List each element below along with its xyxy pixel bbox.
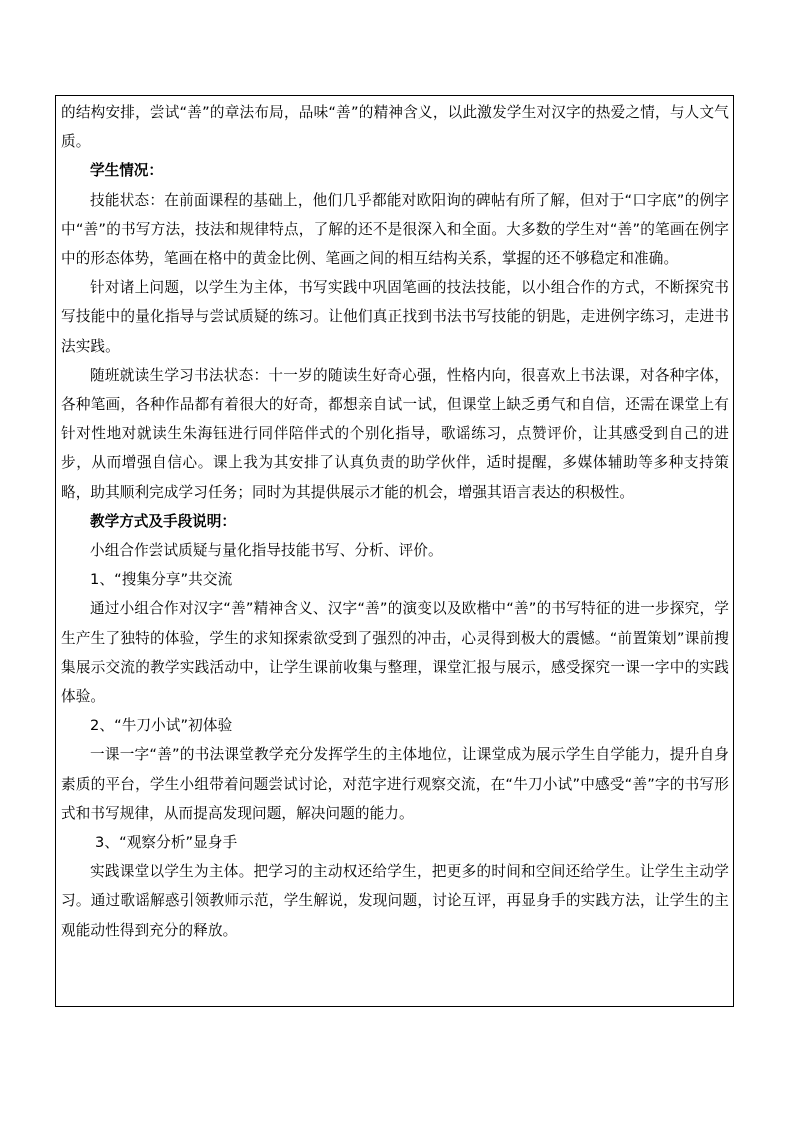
paragraph-first-try: 一课一字“善”的书法课堂教学充分发挥学生的主体地位，让课堂成为展示学生自学能力，提升自身素质的平台，学生小组带着问题尝试讨论，对范字进行观察交流，在“牛刀小试”中感受“善”字的书写形式和书写规律，从而提高发现问题，解决问题的能力。 <box>61 746 729 822</box>
list-item-heading-2: 2、“牛刀小试”初体验 <box>90 717 233 735</box>
content-table-cell <box>55 95 734 1007</box>
paragraph-inclusive-student: 随班就读生学习书法状态：十一岁的随读生好奇心强，性格内向，很喜欢上书法课，对各种字体，各种笔画，各种作品都有着很大的好奇，都想亲自试一试，但课堂上缺乏勇气和自信，还需在课堂上有针对性地对就读生朱海钰进行同伴陪伴式的个别化指导，歌谣练习，点赞评价，让其感受到自己的进步，从而增强自信心。课上我为其安排了认真负责的助学伙伴，适时提醒，多媒体辅助等多种支持策略，助其顺利完成学习任务；同时为其提供展示才能的机会，增强其语言表达的积极性。 <box>61 366 729 501</box>
heading-teaching-methods: 教学方式及手段说明： <box>90 512 236 530</box>
paragraph-collect-share: 通过小组合作对汉字“善”精神含义、汉字“善”的演变以及欧楷中“善”的书写特征的进一步探究，学生产生了独特的体验，学生的求知探索欲受到了强烈的冲击，心灵得到极大的震憾。“前置策划”课前搜集展示交流的教学实践活动中，让学生课前收集与整理，课堂汇报与展示，感受探究一课一字中的实践体验。 <box>61 600 729 706</box>
paragraph-methods-summary: 小组合作尝试质疑与量化指导技能书写、分析、评价。 <box>90 542 443 560</box>
list-item-heading-3: 3、“观察分析”显身手 <box>95 834 238 852</box>
paragraph-intro-continuation: 的结构安排，尝试“善”的章法布局，品味“善”的精神含义，以此激发学生对汉字的热爱之情，与人文气质。 <box>61 104 729 151</box>
paragraph-problem-response: 针对诸上问题，以学生为主体，书写实践中巩固笔画的技法技能，以小组合作的方式，不断探究书写技能中的量化指导与尝试质疑的练习。让他们真正找到书法书写技能的钥匙，走进例字练习，走进书法实践。 <box>61 279 729 355</box>
paragraph-observe-analyze: 实践课堂以学生为主体。把学习的主动权还给学生，把更多的时间和空间还给学生。让学生主动学习。通过歌谣解惑引领教师示范，学生解说，发现问题，讨论互评，再显身手的实践方法，让学生的主观能动性得到充分的释放。 <box>61 863 729 939</box>
heading-student-situation: 学生情况： <box>90 162 163 180</box>
list-item-heading-1: 1、“搜集分享”共交流 <box>90 571 233 589</box>
paragraph-skill-status: 技能状态：在前面课程的基础上，他们几乎都能对欧阳询的碑帖有所了解，但对于“口字底”的例字中“善”的书写方法，技法和规律特点，了解的还不是很深入和全面。大多数的学生对“善”的笔画在例字中的形态体势，笔画在格中的黄金比例、笔画之间的相互结构关系，掌握的还不够稳定和准确。 <box>61 191 729 268</box>
